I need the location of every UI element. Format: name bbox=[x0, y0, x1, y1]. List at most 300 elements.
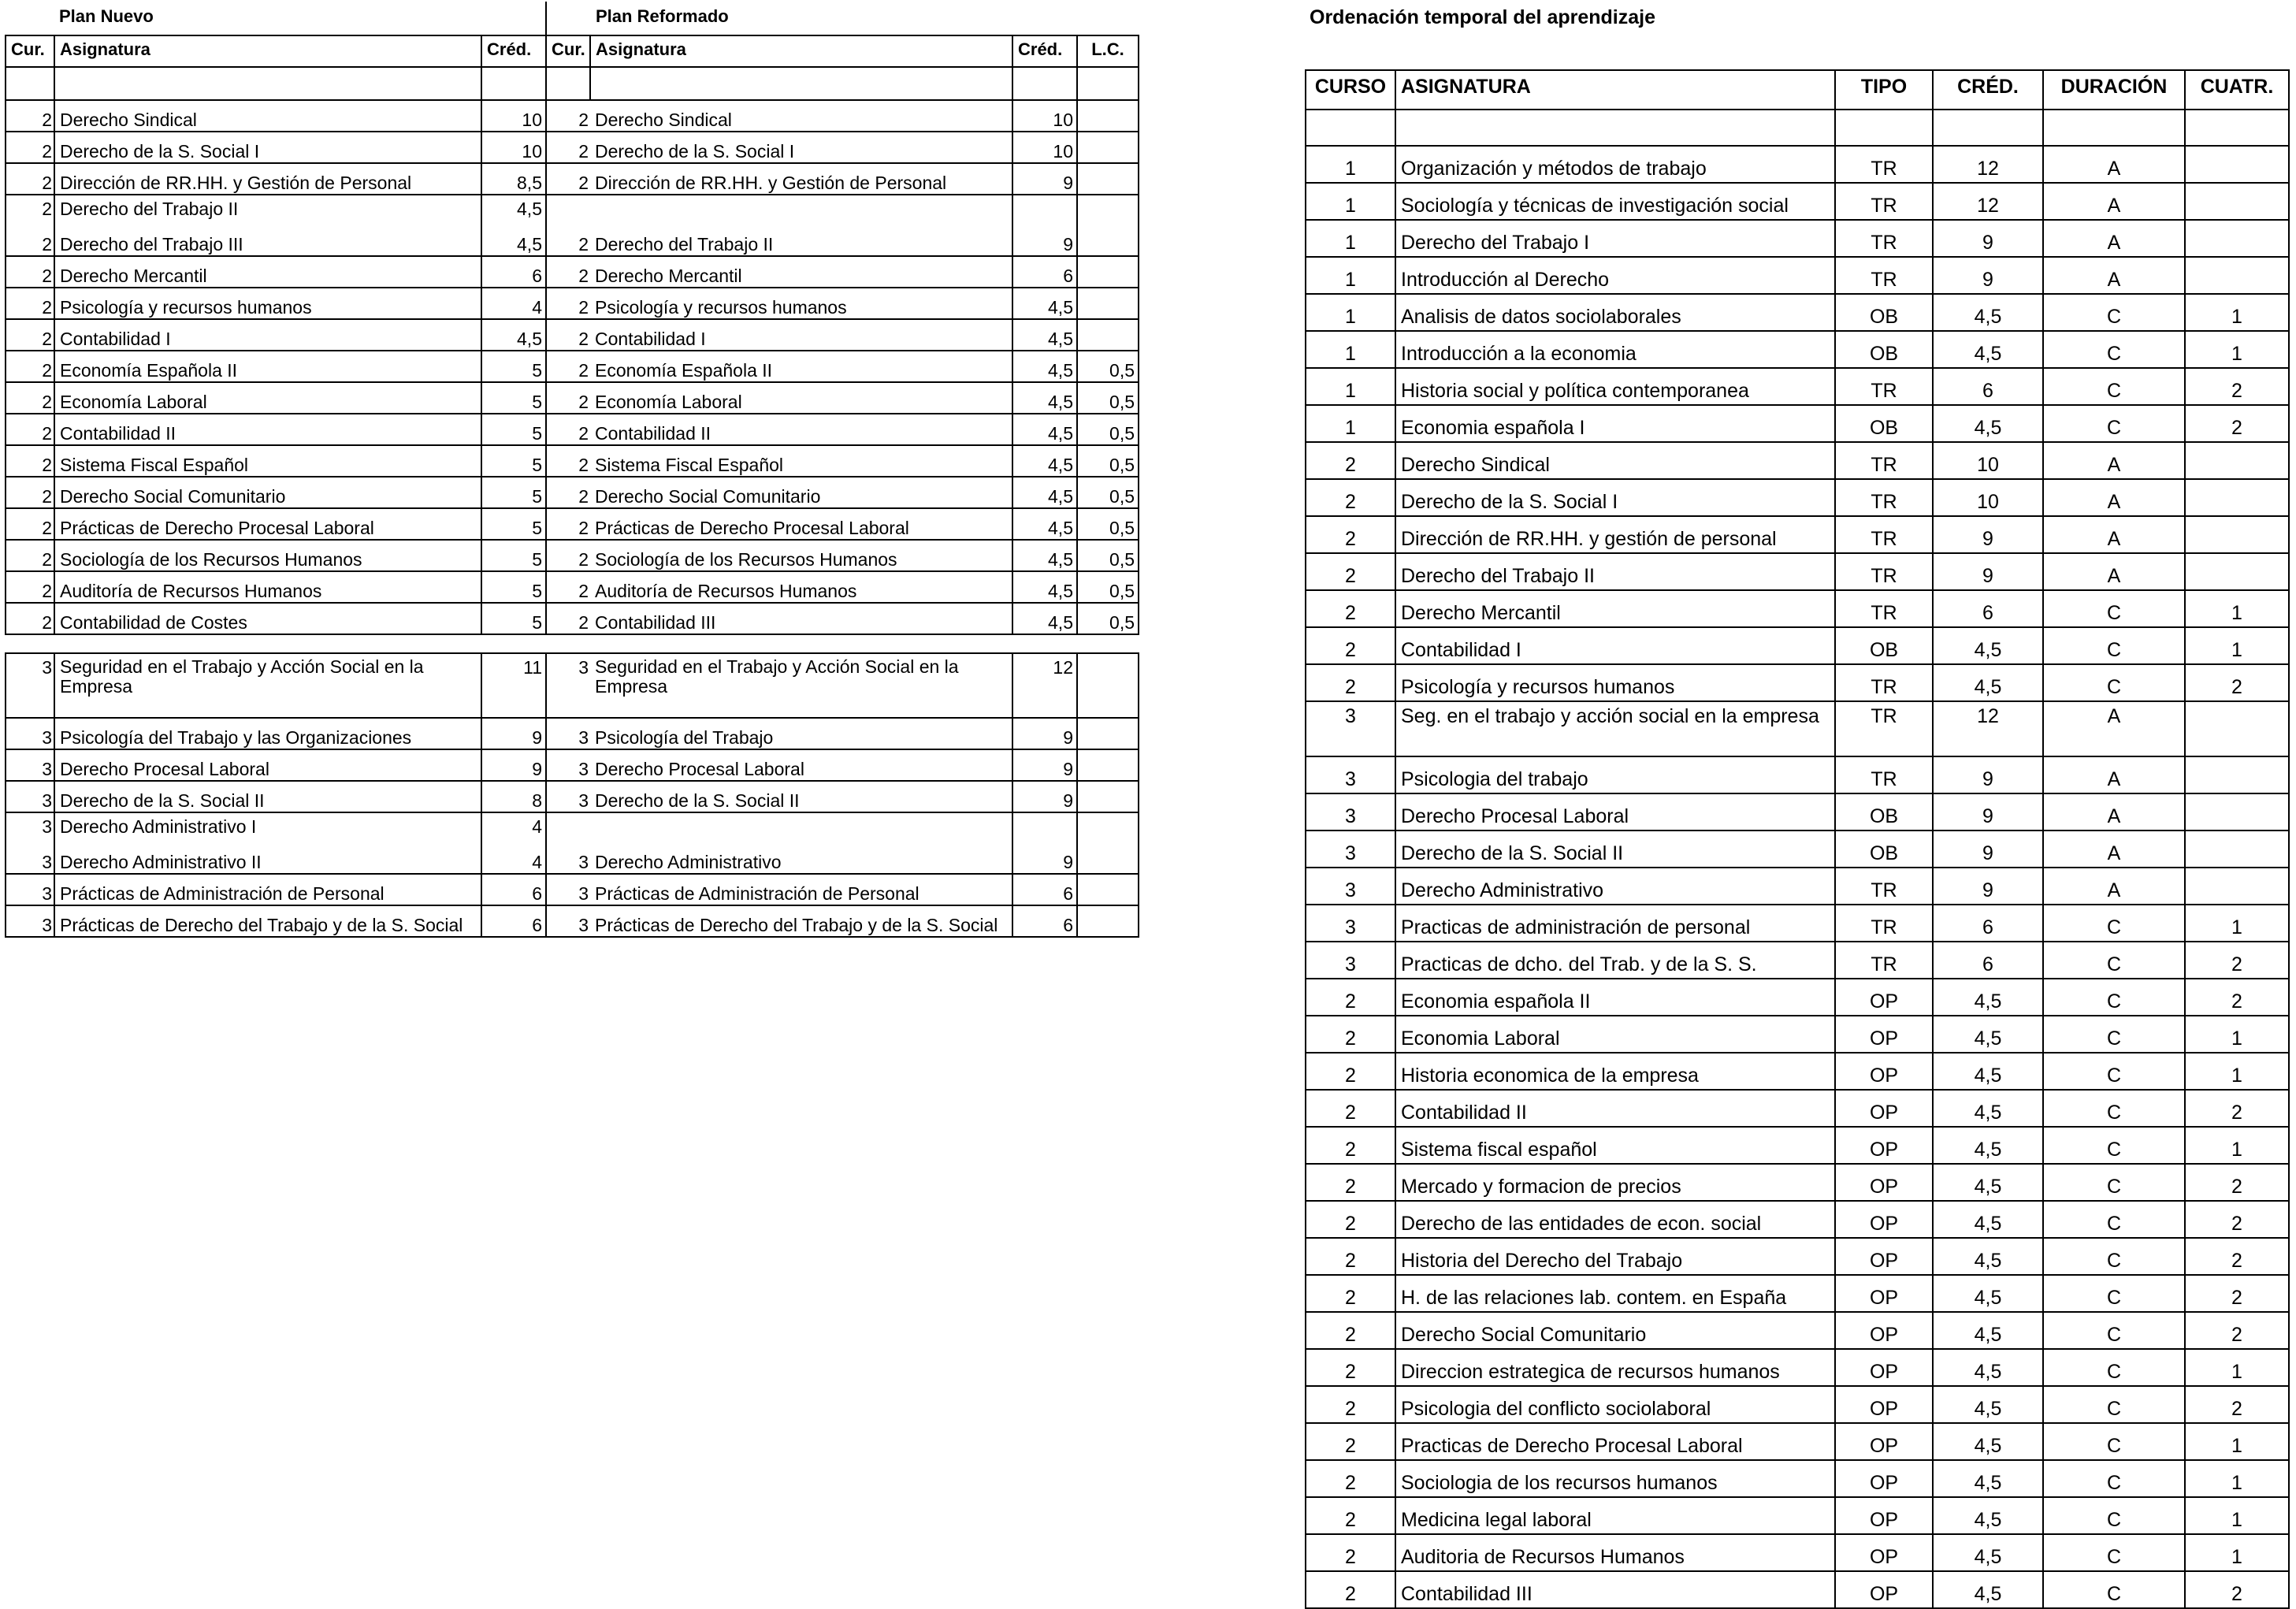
equivalence-row bbox=[6, 653, 1139, 718]
asignatura-cell: Economia Laboral bbox=[1395, 1016, 1835, 1053]
cred-reformado: 4,5 bbox=[1012, 445, 1077, 477]
duracion-cell: C bbox=[2043, 1423, 2185, 1460]
tipo-cell: OP bbox=[1835, 1016, 1933, 1053]
asignatura-nuevo: Derecho de la S. Social II bbox=[54, 781, 481, 812]
col-header-tipo: TIPO bbox=[1835, 70, 1933, 110]
cuatr-cell: 1 bbox=[2185, 590, 2289, 627]
course-row bbox=[1306, 627, 2289, 664]
cred-cell: 6 bbox=[1933, 590, 2043, 627]
curso-cell: 2 bbox=[1306, 664, 1395, 701]
cell-line: 2 bbox=[42, 234, 52, 255]
cur-nuevo bbox=[6, 812, 54, 874]
cuatr-cell: 2 bbox=[2185, 979, 2289, 1016]
cur-reformado: 2 bbox=[546, 351, 590, 382]
course-row bbox=[1306, 257, 2289, 294]
asignatura-cell: Practicas de Derecho Procesal Laboral bbox=[1395, 1423, 1835, 1460]
duracion-cell: A bbox=[2043, 442, 2185, 479]
equivalence-table-block2 bbox=[5, 652, 1139, 938]
lc-value bbox=[1077, 653, 1139, 718]
course-row bbox=[1306, 1571, 2289, 1608]
asignatura-cell: Dirección de RR.HH. y gestión de personal bbox=[1395, 516, 1835, 553]
cred-nuevo bbox=[481, 812, 546, 874]
cred-cell: 9 bbox=[1933, 553, 2043, 590]
tipo-cell: OP bbox=[1835, 979, 1933, 1016]
cur-nuevo: 2 bbox=[6, 603, 54, 634]
duracion-cell: C bbox=[2043, 1349, 2185, 1386]
lc-value: 0,5 bbox=[1077, 414, 1139, 445]
duracion-cell: C bbox=[2043, 664, 2185, 701]
duracion-cell: C bbox=[2043, 405, 2185, 442]
asignatura-reformado: Sociología de los Recursos Humanos bbox=[590, 540, 1012, 571]
curso-cell: 1 bbox=[1306, 220, 1395, 257]
tipo-cell: TR bbox=[1835, 553, 1933, 590]
curso-cell: 3 bbox=[1306, 793, 1395, 831]
cell-line: 4 bbox=[532, 852, 542, 872]
cur-nuevo bbox=[6, 195, 54, 256]
tipo-cell: OP bbox=[1835, 1571, 1933, 1608]
course-row bbox=[1306, 516, 2289, 553]
course-row bbox=[1306, 294, 2289, 331]
cred-cell: 10 bbox=[1933, 479, 2043, 516]
tipo-cell: TR bbox=[1835, 905, 1933, 942]
cur-reformado: 2 bbox=[546, 508, 590, 540]
equivalence-row bbox=[6, 132, 1139, 163]
curso-cell: 1 bbox=[1306, 331, 1395, 368]
cur-nuevo: 2 bbox=[6, 256, 54, 288]
curso-cell: 2 bbox=[1306, 1386, 1395, 1423]
asignatura-cell: Historia del Derecho del Trabajo bbox=[1395, 1238, 1835, 1275]
cuatr-cell bbox=[2185, 479, 2289, 516]
tipo-cell: OP bbox=[1835, 1312, 1933, 1349]
lc-value bbox=[1077, 288, 1139, 319]
cred-nuevo: 10 bbox=[481, 100, 546, 132]
course-row bbox=[1306, 590, 2289, 627]
duracion-cell: C bbox=[2043, 1386, 2185, 1423]
tipo-cell: OP bbox=[1835, 1423, 1933, 1460]
course-row bbox=[1306, 1423, 2289, 1460]
course-row bbox=[1306, 1349, 2289, 1386]
asignatura-reformado: Derecho Sindical bbox=[590, 100, 1012, 132]
course-row bbox=[1306, 1312, 2289, 1349]
curso-cell: 2 bbox=[1306, 442, 1395, 479]
equivalence-row bbox=[6, 256, 1139, 288]
asignatura-cell: Derecho del Trabajo I bbox=[1395, 220, 1835, 257]
course-row bbox=[1306, 905, 2289, 942]
col-header-cuatr: CUATR. bbox=[2185, 70, 2289, 110]
cuatr-cell: 2 bbox=[2185, 1090, 2289, 1127]
cuatr-cell: 1 bbox=[2185, 1349, 2289, 1386]
cred-nuevo: 10 bbox=[481, 132, 546, 163]
tipo-cell: TR bbox=[1835, 479, 1933, 516]
course-row bbox=[1306, 1386, 2289, 1423]
equivalence-row bbox=[6, 905, 1139, 937]
course-row bbox=[1306, 793, 2289, 831]
asignatura-reformado: Psicología del Trabajo bbox=[590, 718, 1012, 749]
duracion-cell: C bbox=[2043, 368, 2185, 405]
cur-reformado: 3 bbox=[546, 781, 590, 812]
cred-cell: 4,5 bbox=[1933, 1497, 2043, 1534]
curso-cell: 2 bbox=[1306, 1016, 1395, 1053]
asignatura-nuevo: Contabilidad I bbox=[54, 319, 481, 351]
cred-cell: 4,5 bbox=[1933, 405, 2043, 442]
asignatura-nuevo: Seguridad en el Trabajo y Acción Social en la Empresa bbox=[54, 653, 481, 718]
equivalence-row bbox=[6, 477, 1139, 508]
lc-value bbox=[1077, 132, 1139, 163]
asignatura-reformado: Derecho de la S. Social I bbox=[590, 132, 1012, 163]
asignatura-cell: Economia española I bbox=[1395, 405, 1835, 442]
cred-reformado: 9 bbox=[1012, 812, 1077, 874]
duracion-cell: C bbox=[2043, 1164, 2185, 1201]
asignatura-cell: Sociología y técnicas de investigación social bbox=[1395, 183, 1835, 220]
tipo-cell: OB bbox=[1835, 331, 1933, 368]
asignatura-reformado: Prácticas de Derecho del Trabajo y de la S. Social bbox=[590, 905, 1012, 937]
curso-cell: 3 bbox=[1306, 756, 1395, 793]
course-row bbox=[1306, 479, 2289, 516]
course-row bbox=[1306, 553, 2289, 590]
asignatura-reformado: Economía Laboral bbox=[590, 382, 1012, 414]
lc-value: 0,5 bbox=[1077, 351, 1139, 382]
cur-reformado: 2 bbox=[546, 603, 590, 634]
tipo-cell: OP bbox=[1835, 1238, 1933, 1275]
ordenacion-title: Ordenación temporal del aprendizaje bbox=[1310, 6, 1656, 28]
cur-reformado: 2 bbox=[546, 256, 590, 288]
asignatura-reformado: Economía Española II bbox=[590, 351, 1012, 382]
tipo-cell: TR bbox=[1835, 868, 1933, 905]
duracion-cell: C bbox=[2043, 1053, 2185, 1090]
asignatura-cell: Seg. en el trabajo y acción social en la empresa bbox=[1395, 701, 1835, 756]
equivalence-row bbox=[6, 603, 1139, 634]
course-row bbox=[1306, 979, 2289, 1016]
cuatr-cell bbox=[2185, 257, 2289, 294]
asignatura-reformado: Derecho Mercantil bbox=[590, 256, 1012, 288]
cuatr-cell: 1 bbox=[2185, 331, 2289, 368]
tipo-cell: OB bbox=[1835, 294, 1933, 331]
cuatr-cell bbox=[2185, 146, 2289, 183]
equivalence-row bbox=[6, 718, 1139, 749]
cur-reformado: 2 bbox=[546, 319, 590, 351]
cred-nuevo bbox=[481, 195, 546, 256]
curso-cell: 2 bbox=[1306, 1275, 1395, 1312]
asignatura-cell: Practicas de administración de personal bbox=[1395, 905, 1835, 942]
cur-reformado: 2 bbox=[546, 195, 590, 256]
course-row bbox=[1306, 1534, 2289, 1571]
asignatura-reformado: Contabilidad III bbox=[590, 603, 1012, 634]
duracion-cell: C bbox=[2043, 1275, 2185, 1312]
cred-reformado: 9 bbox=[1012, 195, 1077, 256]
cur-reformado: 2 bbox=[546, 288, 590, 319]
lc-value: 0,5 bbox=[1077, 445, 1139, 477]
cuatr-cell: 1 bbox=[2185, 1534, 2289, 1571]
tipo-cell: TR bbox=[1835, 590, 1933, 627]
equivalence-row bbox=[6, 874, 1139, 905]
asignatura-cell: Derecho Mercantil bbox=[1395, 590, 1835, 627]
tipo-cell: OP bbox=[1835, 1275, 1933, 1312]
cred-nuevo: 5 bbox=[481, 540, 546, 571]
cred-reformado: 10 bbox=[1012, 132, 1077, 163]
curso-cell: 1 bbox=[1306, 257, 1395, 294]
cell-line: 4,5 bbox=[517, 199, 542, 219]
duracion-cell: A bbox=[2043, 220, 2185, 257]
asignatura-nuevo: Prácticas de Administración de Personal bbox=[54, 874, 481, 905]
asignatura-reformado: Prácticas de Derecho Procesal Laboral bbox=[590, 508, 1012, 540]
tipo-cell: TR bbox=[1835, 220, 1933, 257]
equivalence-row bbox=[6, 319, 1139, 351]
asignatura-cell: Sociologia de los recursos humanos bbox=[1395, 1460, 1835, 1497]
duracion-cell: C bbox=[2043, 1571, 2185, 1608]
lc-value: 0,5 bbox=[1077, 477, 1139, 508]
cred-cell: 4,5 bbox=[1933, 1201, 2043, 1238]
equivalence-row bbox=[6, 382, 1139, 414]
col-header-cur: Cur. bbox=[546, 35, 590, 67]
asignatura-cell: Contabilidad II bbox=[1395, 1090, 1835, 1127]
asignatura-reformado: Psicología y recursos humanos bbox=[590, 288, 1012, 319]
duracion-cell: A bbox=[2043, 701, 2185, 756]
cur-reformado: 2 bbox=[546, 132, 590, 163]
asignatura-nuevo: Sociología de los Recursos Humanos bbox=[54, 540, 481, 571]
cred-cell: 4,5 bbox=[1933, 1534, 2043, 1571]
cuatr-cell: 1 bbox=[2185, 1127, 2289, 1164]
cred-reformado: 9 bbox=[1012, 163, 1077, 195]
asignatura-reformado: Contabilidad II bbox=[590, 414, 1012, 445]
curso-cell: 2 bbox=[1306, 1053, 1395, 1090]
cur-reformado: 3 bbox=[546, 874, 590, 905]
cuatr-cell: 2 bbox=[2185, 1238, 2289, 1275]
duracion-cell: A bbox=[2043, 257, 2185, 294]
lc-value: 0,5 bbox=[1077, 603, 1139, 634]
cuatr-cell: 1 bbox=[2185, 1497, 2289, 1534]
tipo-cell: OP bbox=[1835, 1534, 1933, 1571]
cred-cell: 4,5 bbox=[1933, 1386, 2043, 1423]
cur-nuevo: 2 bbox=[6, 132, 54, 163]
cred-cell: 12 bbox=[1933, 146, 2043, 183]
col-header-cur: Cur. bbox=[6, 35, 54, 67]
cell-line: 3 bbox=[42, 852, 52, 872]
cred-nuevo: 5 bbox=[481, 508, 546, 540]
asignatura-cell: Historia social y política contemporanea bbox=[1395, 368, 1835, 405]
cur-nuevo: 2 bbox=[6, 351, 54, 382]
cred-reformado: 12 bbox=[1012, 653, 1077, 718]
cur-reformado: 2 bbox=[546, 414, 590, 445]
asignatura-cell: Auditoria de Recursos Humanos bbox=[1395, 1534, 1835, 1571]
curso-cell: 2 bbox=[1306, 627, 1395, 664]
cred-nuevo: 5 bbox=[481, 414, 546, 445]
cell-line: 3 bbox=[42, 816, 52, 837]
equivalence-row bbox=[6, 100, 1139, 132]
duracion-cell: C bbox=[2043, 1312, 2185, 1349]
cuatr-cell: 1 bbox=[2185, 905, 2289, 942]
lc-value bbox=[1077, 100, 1139, 132]
asignatura-nuevo: Derecho de la S. Social I bbox=[54, 132, 481, 163]
cuatr-cell bbox=[2185, 553, 2289, 590]
course-row bbox=[1306, 1164, 2289, 1201]
cur-nuevo: 2 bbox=[6, 540, 54, 571]
cur-reformado: 2 bbox=[546, 540, 590, 571]
course-row bbox=[1306, 1201, 2289, 1238]
cell-line: 4,5 bbox=[517, 234, 542, 255]
tipo-cell: TR bbox=[1835, 664, 1933, 701]
cred-cell: 12 bbox=[1933, 701, 2043, 756]
asignatura-nuevo: Sistema Fiscal Español bbox=[54, 445, 481, 477]
curso-cell: 1 bbox=[1306, 183, 1395, 220]
cred-nuevo: 11 bbox=[481, 653, 546, 718]
asignatura-reformado: Contabilidad I bbox=[590, 319, 1012, 351]
duracion-cell: A bbox=[2043, 146, 2185, 183]
cred-cell: 6 bbox=[1933, 905, 2043, 942]
cur-reformado: 3 bbox=[546, 653, 590, 718]
course-row bbox=[1306, 942, 2289, 979]
duracion-cell: C bbox=[2043, 590, 2185, 627]
cur-nuevo: 2 bbox=[6, 445, 54, 477]
col-header-asignatura: Asignatura bbox=[54, 35, 481, 67]
asignatura-nuevo: Dirección de RR.HH. y Gestión de Personal bbox=[54, 163, 481, 195]
cred-nuevo: 6 bbox=[481, 874, 546, 905]
cur-reformado: 3 bbox=[546, 749, 590, 781]
tipo-cell: TR bbox=[1835, 257, 1933, 294]
cred-reformado: 4,5 bbox=[1012, 414, 1077, 445]
col-header-duracion: DURACIÓN bbox=[2043, 70, 2185, 110]
duracion-cell: C bbox=[2043, 1090, 2185, 1127]
duracion-cell: A bbox=[2043, 831, 2185, 868]
cell-line: Derecho Administrativo II bbox=[60, 852, 262, 872]
duracion-cell: C bbox=[2043, 979, 2185, 1016]
cur-nuevo: 3 bbox=[6, 781, 54, 812]
course-row bbox=[1306, 756, 2289, 793]
course-row bbox=[1306, 1053, 2289, 1090]
asignatura-nuevo: Derecho Social Comunitario bbox=[54, 477, 481, 508]
duracion-cell: A bbox=[2043, 868, 2185, 905]
curso-cell: 2 bbox=[1306, 1423, 1395, 1460]
cur-reformado: 2 bbox=[546, 477, 590, 508]
asignatura-reformado: Derecho Social Comunitario bbox=[590, 477, 1012, 508]
cred-cell: 9 bbox=[1933, 257, 2043, 294]
equivalence-row bbox=[6, 571, 1139, 603]
equivalence-row bbox=[6, 749, 1139, 781]
curso-cell: 2 bbox=[1306, 1090, 1395, 1127]
curso-cell: 2 bbox=[1306, 1312, 1395, 1349]
curso-cell: 2 bbox=[1306, 1238, 1395, 1275]
duracion-cell: A bbox=[2043, 516, 2185, 553]
curso-cell: 2 bbox=[1306, 1127, 1395, 1164]
cur-nuevo: 2 bbox=[6, 163, 54, 195]
cred-nuevo: 5 bbox=[481, 603, 546, 634]
cred-nuevo: 5 bbox=[481, 382, 546, 414]
cell-line: 2 bbox=[42, 199, 52, 219]
asignatura-nuevo: Auditoría de Recursos Humanos bbox=[54, 571, 481, 603]
equivalence-table-block1 bbox=[5, 2, 1139, 635]
cred-cell: 9 bbox=[1933, 793, 2043, 831]
cur-reformado: 3 bbox=[546, 812, 590, 874]
course-row bbox=[1306, 1238, 2289, 1275]
cred-cell: 9 bbox=[1933, 516, 2043, 553]
cuatr-cell: 2 bbox=[2185, 1571, 2289, 1608]
plan-reformado-heading: Plan Reformado bbox=[546, 2, 1139, 35]
cred-cell: 4,5 bbox=[1933, 1571, 2043, 1608]
cur-nuevo: 2 bbox=[6, 508, 54, 540]
cuatr-cell: 1 bbox=[2185, 1016, 2289, 1053]
curso-cell: 1 bbox=[1306, 405, 1395, 442]
course-row bbox=[1306, 1127, 2289, 1164]
course-row bbox=[1306, 183, 2289, 220]
cur-nuevo: 3 bbox=[6, 874, 54, 905]
cred-nuevo: 9 bbox=[481, 718, 546, 749]
asignatura-cell: Derecho de la S. Social II bbox=[1395, 831, 1835, 868]
tipo-cell: OB bbox=[1835, 793, 1933, 831]
cred-cell: 4,5 bbox=[1933, 331, 2043, 368]
cell-line: 4 bbox=[532, 816, 542, 837]
tipo-cell: TR bbox=[1835, 442, 1933, 479]
asignatura-cell: Direccion estrategica de recursos humanos bbox=[1395, 1349, 1835, 1386]
cred-reformado: 4,5 bbox=[1012, 319, 1077, 351]
cur-reformado: 2 bbox=[546, 382, 590, 414]
cuatr-cell: 2 bbox=[2185, 1386, 2289, 1423]
cred-nuevo: 5 bbox=[481, 571, 546, 603]
cred-reformado: 10 bbox=[1012, 100, 1077, 132]
asignatura-reformado: Sistema Fiscal Español bbox=[590, 445, 1012, 477]
equivalence-row bbox=[6, 414, 1139, 445]
cur-nuevo: 2 bbox=[6, 382, 54, 414]
cred-cell: 10 bbox=[1933, 442, 2043, 479]
course-row bbox=[1306, 701, 2289, 756]
col-header-cred: Créd. bbox=[481, 35, 546, 67]
curso-cell: 1 bbox=[1306, 146, 1395, 183]
curso-cell: 3 bbox=[1306, 701, 1395, 756]
cur-nuevo: 2 bbox=[6, 414, 54, 445]
cuatr-cell bbox=[2185, 868, 2289, 905]
asignatura-reformado: Derecho Procesal Laboral bbox=[590, 749, 1012, 781]
cur-reformado: 3 bbox=[546, 718, 590, 749]
tipo-cell: OB bbox=[1835, 627, 1933, 664]
cell-line: Derecho del Trabajo II bbox=[60, 199, 239, 219]
cred-nuevo: 8 bbox=[481, 781, 546, 812]
duracion-cell: C bbox=[2043, 1016, 2185, 1053]
asignatura-cell: Derecho del Trabajo II bbox=[1395, 553, 1835, 590]
cred-cell: 6 bbox=[1933, 942, 2043, 979]
asignatura-reformado: Seguridad en el Trabajo y Acción Social en la Empresa bbox=[590, 653, 1012, 718]
cur-reformado: 3 bbox=[546, 905, 590, 937]
curso-cell: 2 bbox=[1306, 479, 1395, 516]
curso-cell: 2 bbox=[1306, 1349, 1395, 1386]
tipo-cell: OP bbox=[1835, 1349, 1933, 1386]
course-row bbox=[1306, 368, 2289, 405]
col-header-cred: CRÉD. bbox=[1933, 70, 2043, 110]
asignatura-reformado: Auditoría de Recursos Humanos bbox=[590, 571, 1012, 603]
course-row bbox=[1306, 1497, 2289, 1534]
curso-cell: 1 bbox=[1306, 368, 1395, 405]
curso-cell: 3 bbox=[1306, 868, 1395, 905]
asignatura-nuevo: Derecho Procesal Laboral bbox=[54, 749, 481, 781]
cuatr-cell: 2 bbox=[2185, 1164, 2289, 1201]
cuatr-cell: 1 bbox=[2185, 627, 2289, 664]
cred-reformado: 6 bbox=[1012, 874, 1077, 905]
equivalence-row bbox=[6, 812, 1139, 874]
asignatura-cell: H. de las relaciones lab. contem. en España bbox=[1395, 1275, 1835, 1312]
cur-nuevo: 2 bbox=[6, 477, 54, 508]
tipo-cell: TR bbox=[1835, 701, 1933, 756]
duracion-cell: A bbox=[2043, 756, 2185, 793]
cred-cell: 9 bbox=[1933, 220, 2043, 257]
cuatr-cell: 1 bbox=[2185, 1423, 2289, 1460]
cuatr-cell bbox=[2185, 183, 2289, 220]
tipo-cell: TR bbox=[1835, 756, 1933, 793]
cur-reformado: 2 bbox=[546, 100, 590, 132]
cred-cell: 9 bbox=[1933, 868, 2043, 905]
equivalence-row bbox=[6, 288, 1139, 319]
col-header-curso: CURSO bbox=[1306, 70, 1395, 110]
duracion-cell: A bbox=[2043, 479, 2185, 516]
curso-cell: 2 bbox=[1306, 553, 1395, 590]
cred-cell: 4,5 bbox=[1933, 1423, 2043, 1460]
asignatura-nuevo: Derecho Sindical bbox=[54, 100, 481, 132]
